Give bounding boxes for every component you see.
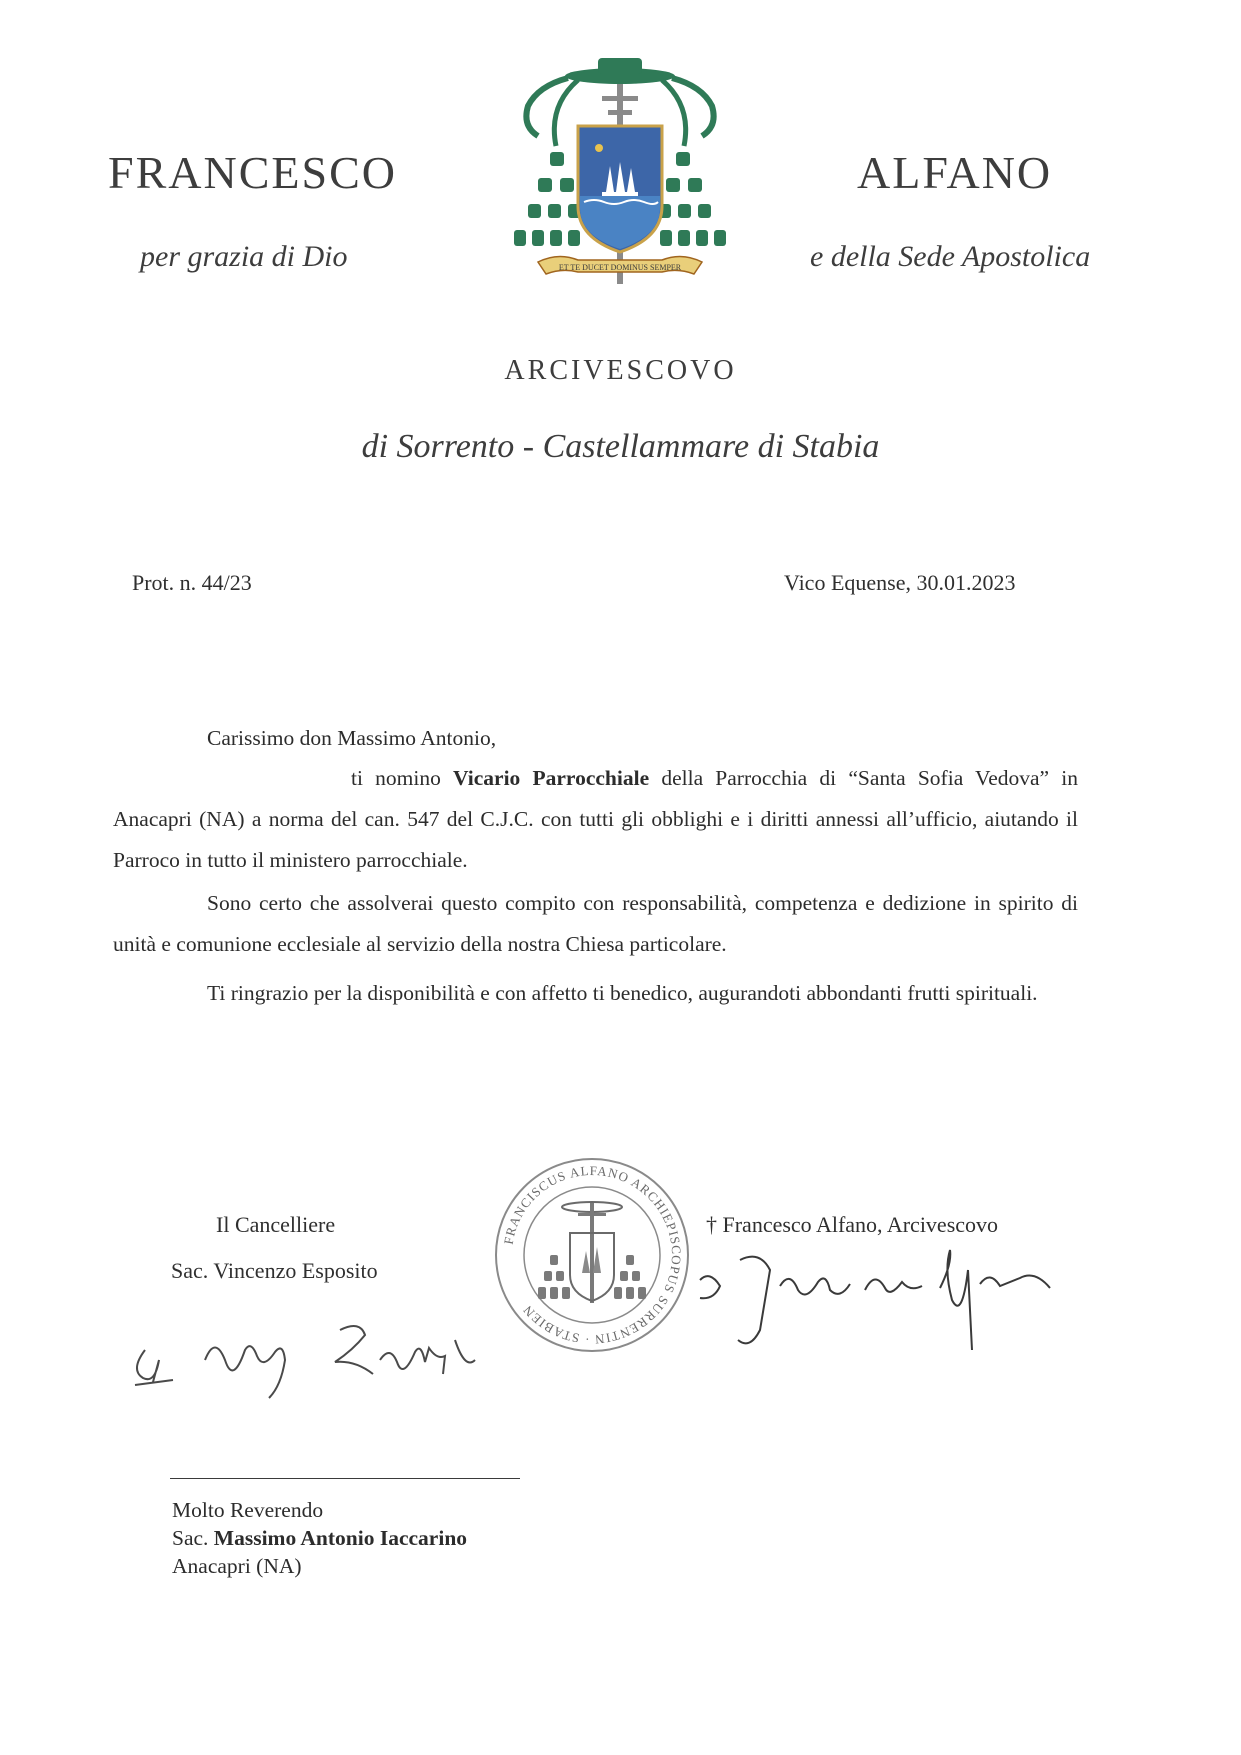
archbishop-signature	[690, 1230, 1070, 1360]
header-title: ARCIVESCOVO	[504, 355, 737, 386]
header-name-right: ALFANO	[857, 147, 1053, 198]
paragraph-1-a: ti nomino	[351, 766, 454, 790]
recipient-line-2	[172, 1524, 467, 1552]
header-name-left: FRANCESCO	[108, 147, 397, 198]
recipient-block	[172, 1496, 467, 1580]
salutation: Carissimo don Massimo Antonio,	[207, 726, 497, 750]
motto-text: ET TE DUCET DOMINUS SEMPER	[558, 263, 682, 272]
chancellor-signature	[125, 1290, 505, 1400]
protocol-number: Prot. n. 44/23	[132, 570, 252, 595]
recipient-line-1: Molto Reverendo	[172, 1498, 324, 1522]
paragraph-1-b: della Parrocchia di “Santa Sofia Vedova” in Anacapri (NA) a norma del can. 547 del C.J.C. con tutti gli obblighi e i diritti annessi all’ufficio, aiutando il Parroco in tutto il ministero parrocchiale.	[113, 766, 1078, 872]
header-sub-left: per grazia di Dio	[140, 240, 348, 273]
header-diocese: di Sorrento - Castellammare di Stabia	[361, 428, 880, 465]
chancellor-role: Il Cancelliere	[216, 1212, 336, 1237]
archbishop-signatory: † Francesco Alfano, Arcivescovo	[706, 1212, 999, 1237]
recipient-divider	[170, 1478, 520, 1479]
recipient-prefix: Sac.	[172, 1526, 214, 1550]
archbishop-seal	[492, 1155, 692, 1355]
paragraph-3: Ti ringrazio per la disponibilità e con affetto ti benedico, augurandoti abbondanti frutti spirituali.	[207, 981, 1038, 1005]
coat-of-arms	[498, 56, 742, 306]
paragraph-1	[113, 758, 1078, 881]
seal-text: FRANCISCUS ALFANO ARCHIEPISCOPUS SURRENTIN · STABIEN	[500, 1162, 685, 1348]
place-date: Vico Equense, 30.01.2023	[784, 570, 1016, 595]
paragraph-1-bold: Vicario Parrocchiale	[453, 766, 650, 790]
chancellor-name: Sac. Vincenzo Esposito	[171, 1258, 378, 1283]
recipient-line-3: Anacapri (NA)	[172, 1554, 302, 1578]
header-sub-right: e della Sede Apostolica	[810, 240, 1091, 273]
coat-of-arms-graphic	[498, 56, 742, 306]
recipient-name: Massimo Antonio Iaccarino	[213, 1526, 468, 1550]
paragraph-2: Sono certo che assolverai questo compito con responsabilità, competenza e dedizione in spirito di unità e comunione ecclesiale al servizio della nostra Chiesa particolare.	[113, 891, 1078, 956]
